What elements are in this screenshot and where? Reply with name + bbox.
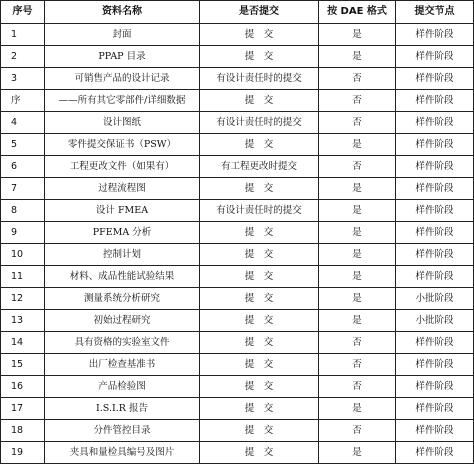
dae-format-cell: 是 bbox=[319, 244, 396, 266]
table-row bbox=[1, 354, 474, 376]
dae-format-cell: 是 bbox=[319, 266, 396, 288]
table-row bbox=[1, 90, 474, 112]
submit-requirement-cell: 有设计责任时的提交 bbox=[200, 200, 319, 222]
row-number: 11 bbox=[1, 266, 45, 288]
dae-format-cell: 否 bbox=[319, 332, 396, 354]
table-row bbox=[1, 156, 474, 178]
table-row bbox=[1, 46, 474, 68]
row-number: 19 bbox=[1, 442, 45, 464]
submit-node-cell: 样件阶段 bbox=[396, 244, 474, 266]
table-row bbox=[1, 178, 474, 200]
header-submit-node: 提交节点 bbox=[396, 1, 474, 24]
submit-requirement-cell: 提 交 bbox=[200, 398, 319, 420]
document-name-cell: ——所有其它零部件/详细数据 bbox=[45, 90, 200, 112]
document-name-cell: 封面 bbox=[45, 24, 200, 46]
dae-format-cell: 是 bbox=[319, 24, 396, 46]
submit-requirement-cell: 提 交 bbox=[200, 134, 319, 156]
dae-format-cell: 是 bbox=[319, 222, 396, 244]
submit-node-cell: 样件阶段 bbox=[396, 24, 474, 46]
submit-requirement-cell: 有工程更改时提交 bbox=[200, 156, 319, 178]
document-name-cell: 具有资格的实验室文件 bbox=[45, 332, 200, 354]
header-document-name: 资料名称 bbox=[45, 1, 200, 24]
submit-node-cell: 样件阶段 bbox=[396, 266, 474, 288]
row-number: 16 bbox=[1, 376, 45, 398]
row-number: 17 bbox=[1, 398, 45, 420]
submit-requirement-cell: 提 交 bbox=[200, 310, 319, 332]
submit-requirement-cell: 提 交 bbox=[200, 288, 319, 310]
row-number: 5 bbox=[1, 134, 45, 156]
submit-requirement-cell: 提 交 bbox=[200, 90, 319, 112]
submit-requirement-cell: 提 交 bbox=[200, 332, 319, 354]
dae-format-cell: 是 bbox=[319, 46, 396, 68]
document-name-cell: 分件管控目录 bbox=[45, 420, 200, 442]
table-row bbox=[1, 68, 474, 90]
submit-requirement-cell: 有设计责任时的提交 bbox=[200, 68, 319, 90]
table-row bbox=[1, 310, 474, 332]
row-number: 序 bbox=[1, 90, 45, 112]
document-name-cell: 测量系统分析研究 bbox=[45, 288, 200, 310]
submit-node-cell: 样件阶段 bbox=[396, 68, 474, 90]
row-number: 18 bbox=[1, 420, 45, 442]
table-row bbox=[1, 24, 474, 46]
submit-node-cell: 样件阶段 bbox=[396, 354, 474, 376]
table-row bbox=[1, 222, 474, 244]
dae-format-cell: 否 bbox=[319, 156, 396, 178]
row-number: 6 bbox=[1, 156, 45, 178]
dae-format-cell: 是 bbox=[319, 398, 396, 420]
dae-format-cell: 是 bbox=[319, 178, 396, 200]
row-number: 2 bbox=[1, 46, 45, 68]
row-number: 7 bbox=[1, 178, 45, 200]
row-number: 15 bbox=[1, 354, 45, 376]
document-name-cell: 过程流程图 bbox=[45, 178, 200, 200]
header-dae-format: 按 DAE 格式 bbox=[319, 1, 396, 24]
document-name-cell: 可销售产品的设计记录 bbox=[45, 68, 200, 90]
document-name-cell: 零件提交保证书（PSW） bbox=[45, 134, 200, 156]
submit-node-cell: 样件阶段 bbox=[396, 222, 474, 244]
table-row bbox=[1, 200, 474, 222]
submit-node-cell: 样件阶段 bbox=[396, 112, 474, 134]
document-name-cell: 材料、成品性能试验结果 bbox=[45, 266, 200, 288]
document-name-cell: 工程更改文件（如果有） bbox=[45, 156, 200, 178]
submit-requirement-cell: 提 交 bbox=[200, 222, 319, 244]
dae-format-cell: 否 bbox=[319, 420, 396, 442]
submit-requirement-cell: 提 交 bbox=[200, 442, 319, 464]
document-name-cell: PPAP 目录 bbox=[45, 46, 200, 68]
dae-format-cell: 是 bbox=[319, 134, 396, 156]
submit-requirement-cell: 提 交 bbox=[200, 178, 319, 200]
submit-node-cell: 样件阶段 bbox=[396, 398, 474, 420]
submit-requirement-cell: 提 交 bbox=[200, 420, 319, 442]
dae-format-cell: 否 bbox=[319, 90, 396, 112]
document-name-cell: 设计 FMEA bbox=[45, 200, 200, 222]
row-number: 13 bbox=[1, 310, 45, 332]
table-row bbox=[1, 398, 474, 420]
dae-format-cell: 是 bbox=[319, 442, 396, 464]
submit-node-cell: 样件阶段 bbox=[396, 134, 474, 156]
row-number: 9 bbox=[1, 222, 45, 244]
submit-requirement-cell: 提 交 bbox=[200, 376, 319, 398]
dae-format-cell: 是 bbox=[319, 200, 396, 222]
submit-requirement-cell: 提 交 bbox=[200, 24, 319, 46]
header-number: 序号 bbox=[1, 1, 45, 24]
submit-node-cell: 小批阶段 bbox=[396, 288, 474, 310]
row-number: 1 bbox=[1, 24, 45, 46]
document-name-cell: PFEMA 分析 bbox=[45, 222, 200, 244]
document-name-cell: 出厂检查基准书 bbox=[45, 354, 200, 376]
table-row bbox=[1, 332, 474, 354]
dae-format-cell: 否 bbox=[319, 376, 396, 398]
table-row bbox=[1, 420, 474, 442]
submit-node-cell: 样件阶段 bbox=[396, 178, 474, 200]
document-name-cell: 设计图纸 bbox=[45, 112, 200, 134]
submit-node-cell: 样件阶段 bbox=[396, 90, 474, 112]
submit-node-cell: 样件阶段 bbox=[396, 376, 474, 398]
table-row bbox=[1, 442, 474, 464]
table-row bbox=[1, 244, 474, 266]
table-header-row bbox=[1, 1, 474, 24]
submit-requirement-cell: 提 交 bbox=[200, 46, 319, 68]
submit-node-cell: 样件阶段 bbox=[396, 200, 474, 222]
dae-format-cell: 否 bbox=[319, 354, 396, 376]
row-number: 14 bbox=[1, 332, 45, 354]
dae-format-cell: 否 bbox=[319, 112, 396, 134]
submit-node-cell: 样件阶段 bbox=[396, 46, 474, 68]
dae-format-cell: 是 bbox=[319, 288, 396, 310]
table-row bbox=[1, 266, 474, 288]
table-body bbox=[1, 24, 474, 464]
document-name-cell: 初始过程研究 bbox=[45, 310, 200, 332]
table-row bbox=[1, 112, 474, 134]
document-name-cell: 夹具和量检具编号及图片 bbox=[45, 442, 200, 464]
document-name-cell: 控制计划 bbox=[45, 244, 200, 266]
document-name-cell: 产品检验图 bbox=[45, 376, 200, 398]
document-name-cell: I.S.I.R 报告 bbox=[45, 398, 200, 420]
table-row bbox=[1, 376, 474, 398]
submit-node-cell: 样件阶段 bbox=[396, 332, 474, 354]
row-number: 8 bbox=[1, 200, 45, 222]
submit-requirement-cell: 提 交 bbox=[200, 244, 319, 266]
submit-requirement-cell: 提 交 bbox=[200, 266, 319, 288]
submit-node-cell: 小批阶段 bbox=[396, 310, 474, 332]
submit-node-cell: 样件阶段 bbox=[396, 420, 474, 442]
row-number: 10 bbox=[1, 244, 45, 266]
header-submit: 是否提交 bbox=[200, 1, 319, 24]
row-number: 3 bbox=[1, 68, 45, 90]
row-number: 12 bbox=[1, 288, 45, 310]
row-number: 4 bbox=[1, 112, 45, 134]
submit-requirement-cell: 提 交 bbox=[200, 354, 319, 376]
dae-format-cell: 是 bbox=[319, 310, 396, 332]
submit-requirement-cell: 有设计责任时的提交 bbox=[200, 112, 319, 134]
submit-node-cell: 样件阶段 bbox=[396, 442, 474, 464]
dae-format-cell: 否 bbox=[319, 68, 396, 90]
table-row bbox=[1, 288, 474, 310]
table-row bbox=[1, 134, 474, 156]
submit-node-cell: 样件阶段 bbox=[396, 156, 474, 178]
